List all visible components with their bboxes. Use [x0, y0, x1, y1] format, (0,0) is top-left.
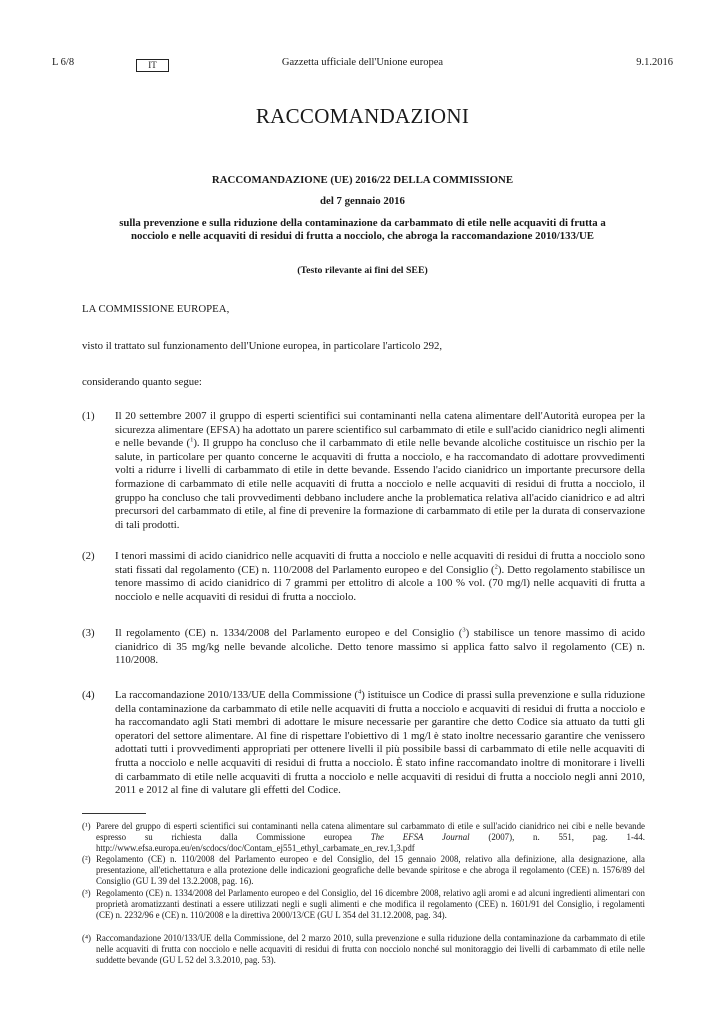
page-header: [52, 57, 673, 73]
journal-name: The EFSA Journal: [370, 832, 470, 843]
footnote-ref[interactable]: 1: [190, 436, 194, 444]
recital-text: I tenori massimi di acido cianidrico nelle acquaviti di frutta a nocciolo e nelle acquaviti di residui di frutta a nocciolo sono stati fissati dal regolamento (CE) n. 110/2008 del Parlamento europeo e del Consiglio ($^2$). Detto regolamento stabilisce un tenore massimo di acido cianidrico di 7 grammi per ettolitro di alcole a 100 % vol. (70 mg/l) nelle acquaviti di frutta a nocciolo e nelle acquaviti di residui di frutta a nocciolo.: [115, 550, 645, 603]
whereas-intro: considerando quanto segue:: [82, 376, 202, 388]
footnote-text: Parere del gruppo di esperti scientifici sui contaminanti nella catena alimentare sul carbammato di etile e sull'acido cianidrico nei cibi e nelle bevande espresso su richiesta dalla Commissione europea The EFSA Journal (2007), n. 551, pag. 1-44. http://www.efsa.europa.eu/en/scdocs/doc/Contam_ej551_ethyl_carbamate_en_rev.1,3.pdf: [96, 821, 645, 854]
legal-basis: visto il trattato sul funzionamento dell'Unione europea, in particolare l'articolo 292,: [82, 340, 443, 352]
footnote-ref[interactable]: 2: [494, 563, 498, 570]
footnote-text: Regolamento (CE) n. 110/2008 del Parlamento europeo e del Consiglio, del 15 gennaio 2008, relativo alla definizione, alla designazione, alla presentazione, all'etichettatura e alla protezione delle indicazioni geografiche delle bevande spiritose e che abroga il regolamento (CEE) n. 1576/89 del Consiglio (GU L 39 del 13.2.2008, pag. 16).: [96, 854, 645, 887]
document-title: RACCOMANDAZIONE (UE) 2016/22 DELLA COMMISSIONE: [211, 174, 514, 186]
recital-number: (1): [82, 410, 95, 422]
recital-text: Il 20 settembre 2007 il gruppo di esperti scientifici sui contaminanti nella catena alimentare dell'Autorità europea per la sicurezza alimentare (EFSA) ha adottato un parere scientifico sul carbammato di etile e sull'acido cianidrico negli alimenti e nelle bevande ($^1$). Il gruppo ha concluso che il carbammato di etile nelle bevande alcoliche costituisce un rischio per la salute, in particolare per quanto concerne le acquaviti di frutta a nocciolo, e ha raccomandato di adottare provvedimenti volti a ridurre i livelli di carbammato di etile in dette bevande. Essendo l'acido cianidrico un importante precursore della formazione di carbammato di etile nelle acquaviti di frutta a nocciolo e nelle acquaviti di residui di frutta a nocciolo, il gruppo ha concluso che tali provvedimenti debbano includere anche la problematica relativa all'acido cianidrico e ad altri precursori del carbammato di etile, al fine di prevenire la formazione di carbammato di etile per la durata di conservazione di tali prodotti.: [115, 410, 645, 531]
footnote-text: Raccomandazione 2010/133/UE della Commissione, del 2 marzo 2010, sulla prevenzione e sulla riduzione della contaminazione da carbammato di etile nelle acquaviti di frutta con nocciolo e nelle acquaviti di residui di frutta con nocciolo nonché sul monitoraggio dei livelli di carbammato di etile nelle suddette bevande (GU L 52 del 3.3.2010, pag. 53).: [96, 933, 645, 966]
footnote-marker: (²): [82, 854, 91, 864]
recital-3: [82, 627, 645, 668]
recital-2: [82, 550, 645, 604]
document-date: del 7 gennaio 2016: [320, 195, 405, 207]
footnote-ref[interactable]: 3: [462, 626, 466, 634]
language-code-box: IT: [136, 59, 169, 72]
footnote-marker: (¹): [82, 821, 91, 831]
footnote-separator: [82, 813, 146, 814]
footnote-link[interactable]: (2007), n. 551, pag. 1-44. http://www.efsa.europa.eu/en/scdocs/doc/Contam_ej551_ethyl_carbamate_en_rev.1,3.pdf: [96, 832, 645, 854]
footnote-2: [82, 854, 645, 888]
journal-title: Gazzetta ufficiale dell'Unione europea: [281, 57, 444, 68]
section-title: RACCOMANDAZIONI: [255, 104, 470, 128]
footnote-ref[interactable]: 4: [357, 688, 362, 696]
recital-number: (4): [82, 689, 95, 701]
footnote-marker: (³): [82, 888, 91, 898]
issuing-authority: LA COMMISSIONE EUROPEA,: [82, 303, 230, 315]
footnote-3: [82, 888, 645, 922]
recital-text: La raccomandazione 2010/133/UE della Commissione ($^4$) istituisce un Codice di prassi sulla prevenzione e sulla riduzione della contaminazione da carbammato di etile nelle acquaviti di frutta a nocciolo e acquaviti di residui di frutta a nocciolo e ha raccomandato agli Stati membri di adottare le misure necessarie per garantire che detto Codice sia attuato da tutti gli operatori del settore alimentare. Al fine di rispettare l'obiettivo di 1 mg/l è stato inoltre necessario garantire che venissero adottati tutti i provvedimenti appropriati per ottenere livelli il più possibile bassi di carbammato di etile nelle acquaviti di frutta a nocciolo e nelle acquaviti di residui di frutta a nocciolo. È stato infine raccomandato inoltre di monitorare i livelli di carbammato di etile nelle acquaviti di frutta a nocciolo e nelle acquaviti di residui di frutta a nocciolo negli anni 2010, 2011 e 2012 al fine di valutare gli effetti del Codice.: [115, 688, 646, 797]
recital-4: [82, 689, 645, 798]
page-reference: L 6/8: [52, 57, 75, 68]
eea-relevance-note: (Testo rilevante ai fini del SEE): [297, 265, 428, 276]
recital-1: [82, 410, 645, 532]
publication-date: 9.1.2016: [636, 57, 673, 68]
document-subject: sulla prevenzione e sulla riduzione della contaminazione da carbammato di etile nelle acquaviti di frutta a nocciolo e nelle acquaviti di residui di frutta a nocciolo, che abroga la raccomandazione 2010/133/UE: [119, 217, 606, 242]
recital-text: Il regolamento (CE) n. 1334/2008 del Parlamento europeo e del Consiglio ($^3$) stabilisce un tenore massimo di acido cianidrico di 35 mg/kg nelle bevande alcoliche. Detto tenore massimo si applica fatto salvo il regolamento (CE) n. 110/2008.: [115, 626, 645, 667]
footnote-1: [82, 821, 645, 855]
footnote-4: [82, 933, 645, 967]
recital-number: (2): [82, 550, 95, 562]
footnote-marker: (⁴): [82, 933, 92, 943]
footnote-text: Regolamento (CE) n. 1334/2008 del Parlamento europeo e del Consiglio, del 16 dicembre 2008, relativo agli aromi e ad alcuni ingredienti alimentari con proprietà aromatizzanti destinati a essere utilizzati negli e sugli alimenti e che modifica il regolamento (CEE) n. 1601/91 del Consiglio, i regolamenti (CE) n. 2232/96 e (CE) n. 110/2008 e la direttiva 2000/13/CE (GU L 354 del 31.12.2008, pag. 34).: [96, 888, 645, 921]
recital-number: (3): [82, 627, 95, 639]
